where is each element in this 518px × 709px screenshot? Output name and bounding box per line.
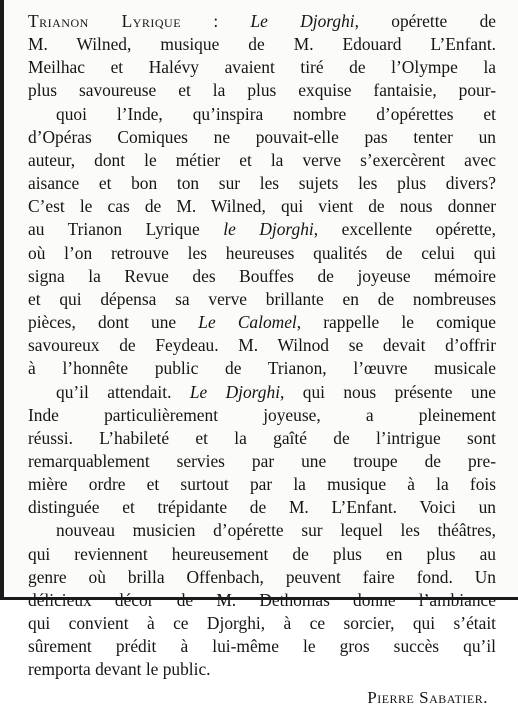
line-text: mière ordre et surtout par la musique à la fois (28, 474, 496, 495)
article-line (28, 566, 496, 589)
line-text: plus savoureuse et la plus exquise fantaisie, pour- (28, 80, 496, 101)
article-line (28, 496, 496, 519)
line-text: au Trianon Lyrique (28, 219, 224, 240)
article-line: Trianon Lyrique : Le Djorghi, opérette de (28, 11, 496, 31)
line-text: où l’on retrouve les heureuses qualités de celui qui (28, 242, 496, 263)
line-text: savoureux de Feydeau. M. Wilnod se devait d’offrir (28, 335, 496, 356)
line-text: C’est le cas de M. Wilned, qui vient de nous donner (28, 196, 496, 217)
line-text: Meilhac et Halévy avaient tiré de l’Olympe la (28, 57, 496, 78)
line-text: et qui dépensa sa verve brillante en de nombreuses (28, 288, 496, 309)
article-line (28, 589, 496, 612)
line-text: distinguée et trépidante de M. L’Enfant. Voici un (28, 497, 496, 518)
line-text: , excellente opérette, (313, 219, 496, 240)
article-line (28, 635, 496, 658)
article-line (28, 288, 496, 311)
line-text: , rappelle le comique (296, 312, 497, 333)
line-text: aisance et bon ton sur les sujets les plus divers? (28, 173, 496, 194)
line-text: nouveau musicien d’opérette sur lequel les théâtres, (56, 520, 496, 541)
play-title: Le Djorghi (250, 11, 355, 31)
article-line (28, 103, 496, 126)
line-text: signa la Revue des Bouffes de joyeuse mémoire (28, 265, 496, 286)
page-border-left (0, 0, 4, 600)
article-line (28, 126, 496, 149)
article-line (28, 381, 496, 404)
article-line (28, 195, 496, 218)
article-line (28, 265, 496, 288)
line-text: remporta devant le public. (28, 659, 211, 680)
article-line (28, 149, 496, 172)
review-article (28, 10, 496, 682)
article-line (28, 79, 496, 102)
section-heading: Trianon Lyrique (28, 11, 182, 31)
article-line (28, 473, 496, 496)
line-text: M. Wilned, musique de M. Edouard L’Enfant. (28, 34, 496, 55)
line-text: d’Opéras Comiques ne pouvait-elle pas tenter un (28, 126, 496, 147)
article-line (28, 218, 496, 241)
article-line (28, 311, 496, 334)
article-line (28, 242, 496, 265)
article-line (28, 427, 496, 450)
line-text: , qui nous présente une (280, 381, 496, 402)
line-text: réussi. L’habileté et la gaîté de l’intrigue sont (28, 427, 496, 448)
line-text: , opérette de (354, 11, 496, 31)
italic-title: Le Calomel (198, 312, 297, 333)
line-text: à l’honnête public de Trianon, l’œuvre musicale (28, 358, 496, 379)
article-line-text (355, 11, 496, 31)
line-text: qui convient à ce Djorghi, à ce sorcier, qui s’était (28, 613, 496, 634)
italic-title: le Djorghi (223, 219, 314, 240)
article-line (28, 519, 496, 542)
article-line (28, 33, 496, 56)
line-text: Inde particulièrement joyeuse, a pleinement (28, 404, 496, 425)
italic-title: Le Djorghi (189, 381, 281, 402)
article-line (28, 543, 496, 566)
line-text: genre où brilla Offenbach, peuvent faire fond. Un (28, 566, 496, 587)
article-line (28, 334, 496, 357)
line-text: sûrement prédit à lui-même le gros succès qu’il (28, 636, 496, 657)
line-text: qui reviennent heureusement de plus en plus au (28, 543, 496, 564)
article-line (28, 56, 496, 79)
line-text: remarquablement servies par une troupe de pre- (28, 450, 496, 471)
line-text: auteur, dont le métier et la verve s’exercèrent avec (28, 149, 496, 170)
article-line (28, 612, 496, 635)
line-text: pièces, dont une (28, 312, 199, 333)
author-signature: Pierre Sabatier. (367, 687, 488, 707)
article-line (28, 357, 496, 380)
article-line (28, 450, 496, 473)
article-line (28, 404, 496, 427)
line-text: quoi l’Inde, qu’inspira nombre d’opérettes et (56, 103, 496, 124)
line-text: qu’il attendait. (56, 381, 190, 402)
article-line (28, 658, 496, 681)
article-line (28, 172, 496, 195)
